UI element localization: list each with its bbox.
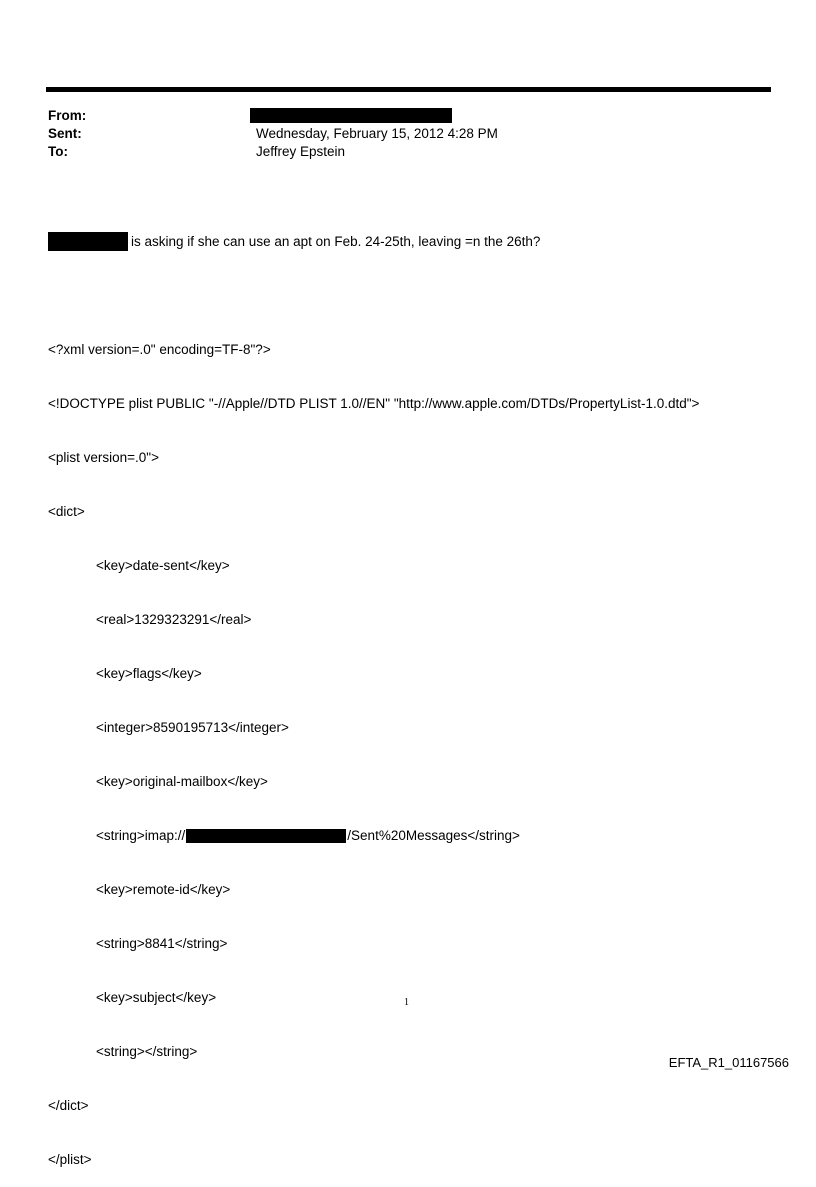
key-date-sent: <key>date-sent</key> xyxy=(96,558,230,573)
key-remote-id: <key>remote-id</key> xyxy=(96,882,231,897)
plist-open: <plist version=.0"> xyxy=(48,450,159,465)
name-redaction xyxy=(48,232,128,251)
key-original-mailbox: <key>original-mailbox</key> xyxy=(96,774,268,789)
imap-prefix: <string>imap:// xyxy=(96,828,186,843)
subject-value: <string></string> xyxy=(96,1044,198,1059)
email-body xyxy=(48,197,699,1187)
header-rule xyxy=(46,87,771,92)
key-subject: <key>subject</key> xyxy=(96,990,217,1005)
from-label: From: xyxy=(48,108,87,123)
sent-label: Sent: xyxy=(48,126,82,141)
dict-close: </dict> xyxy=(48,1098,89,1113)
imap-suffix: /Sent%20Messages</string> xyxy=(347,828,520,843)
integer-value: <integer>8590195713</integer> xyxy=(96,720,289,735)
imap-string-line xyxy=(48,827,699,845)
sent-value: Wednesday, February 15, 2012 4:28 PM xyxy=(256,126,498,141)
message-line xyxy=(48,233,699,251)
real-value: <real>1329323291</real> xyxy=(96,612,252,627)
key-flags: <key>flags</key> xyxy=(96,666,202,681)
page-number: 1 xyxy=(404,997,409,1008)
xml-declaration: <?xml version=.0" encoding=TF-8"?> xyxy=(48,342,271,357)
plist-close: </plist> xyxy=(48,1152,92,1167)
bates-number: EFTA_R1_01167566 xyxy=(668,1055,789,1070)
remote-id-value: <string>8841</string> xyxy=(96,936,228,951)
dict-open: <dict> xyxy=(48,504,85,519)
from-redaction xyxy=(250,108,452,123)
message-text: is asking if she can use an apt on Feb. 24-25th, leaving =n the 26th? xyxy=(131,234,541,250)
to-label: To: xyxy=(48,144,68,159)
doctype-line: <!DOCTYPE plist PUBLIC "-//Apple//DTD PLIST 1.0//EN" "http://www.apple.com/DTDs/PropertyList-1.0.dtd"> xyxy=(48,396,700,411)
imap-redaction xyxy=(186,829,346,843)
to-value: Jeffrey Epstein xyxy=(256,144,346,159)
